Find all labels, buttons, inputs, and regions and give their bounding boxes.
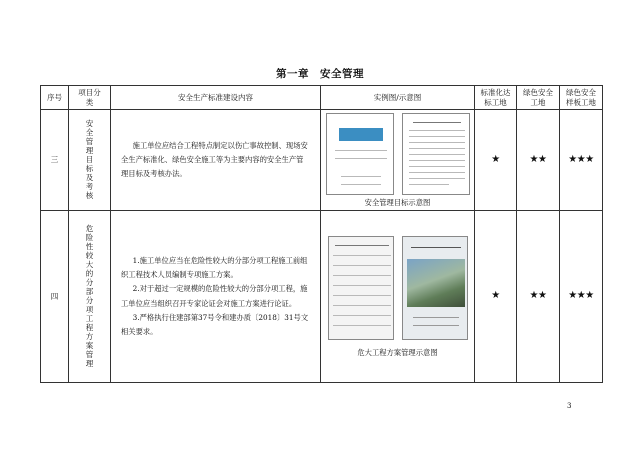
row-green-rating: ★★	[517, 110, 560, 211]
row-seq: 四	[41, 211, 69, 383]
header-green-model: 绿色安全样板工地	[560, 86, 603, 110]
example-images	[321, 236, 474, 340]
row-item-label: 危险性较大的分部分项工程方案管理	[85, 224, 94, 369]
safety-target-cover-image	[326, 113, 394, 195]
scheme-approval-form-image	[328, 236, 394, 340]
header-item: 项目分类	[69, 86, 111, 110]
content-paragraph: 1.施工单位应当在危险性较大的分部分项工程施工前组织工程技术人员编制专项施工方案。	[121, 255, 308, 280]
page-number: 3	[567, 402, 572, 410]
table-row	[41, 211, 603, 383]
row-seq: 三	[41, 110, 69, 211]
content-paragraph: 3.严格执行住建部第37号令和建办质〔2018〕31号文相关要求。	[121, 312, 309, 336]
chapter-title: 第一章 安全管理	[276, 68, 364, 80]
example-caption: 安全管理目标示意图	[364, 197, 431, 207]
row-item-label: 安全管理目标及考核	[85, 119, 94, 201]
header-seq: 序号	[41, 86, 69, 110]
row-content	[111, 110, 321, 211]
row-content	[111, 211, 321, 383]
construction-scheme-cover-image	[402, 236, 468, 340]
row-example	[321, 211, 475, 383]
header-content: 安全生产标准建设内容	[111, 86, 321, 110]
safety-standard-table	[40, 85, 603, 383]
header-example: 实例图/示意图	[321, 86, 475, 110]
row-item	[69, 110, 111, 211]
content-paragraph: 2.对于超过一定规模的危险性较大的分部分项工程，施工单位应当组织召开专家论证会对施工方案进行论证。	[121, 284, 308, 308]
table-header-row	[41, 86, 603, 110]
row-standard-rating: ★	[475, 110, 517, 211]
example-caption: 危大工程方案管理示意图	[357, 347, 438, 357]
header-standard: 标准化达标工地	[475, 86, 517, 110]
row-item	[69, 211, 111, 383]
example-images	[321, 113, 474, 195]
row-green-rating: ★★	[517, 211, 560, 383]
safety-target-document-image	[402, 113, 470, 195]
row-green-model-rating: ★★★	[560, 110, 603, 211]
content-paragraph: 施工单位应结合工程特点制定以伤亡事故控制、现场安全生产标准化、绿色安全施工等为主要内容的安全生产管理目标及考核办法。	[121, 140, 308, 179]
row-standard-rating: ★	[475, 211, 517, 383]
table-row	[41, 110, 603, 211]
row-example	[321, 110, 475, 211]
header-green: 绿色安全工地	[517, 86, 560, 110]
row-green-model-rating: ★★★	[560, 211, 603, 383]
